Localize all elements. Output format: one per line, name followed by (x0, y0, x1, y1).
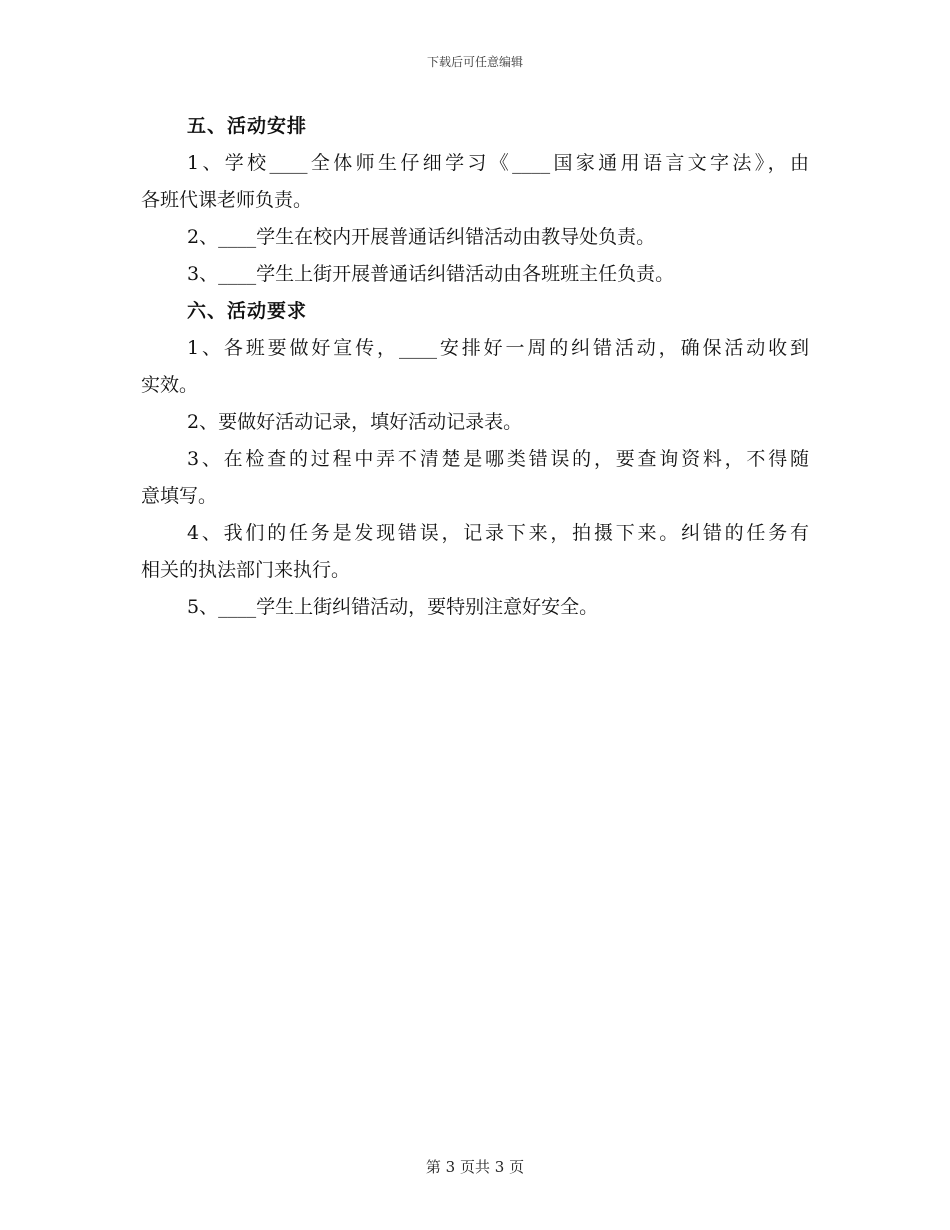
paragraph-line: 5、____学生上街纠错活动，要特别注意好安全。 (187, 596, 599, 618)
page-header: 下载后可任意编辑 (426, 55, 523, 69)
list-item (141, 515, 809, 589)
paragraph-line: 3、在检查的过程中弄不清楚是哪类错误的，要查询资料，不得随 (187, 448, 809, 470)
paragraph-line: 各班代课老师负责。 (141, 189, 313, 211)
list-item (141, 219, 809, 256)
document-body (141, 108, 809, 626)
section-heading: 六、活动要求 (187, 300, 308, 322)
list-item (141, 589, 809, 626)
list-item (141, 330, 809, 404)
list-item (141, 441, 809, 515)
paragraph-line: 相关的执法部门来执行。 (141, 559, 351, 581)
paragraph-line: 1、学校____全体师生仔细学习《____国家通用语言文字法》，由 (187, 152, 809, 174)
page-footer: 第 3 页共 3 页 (425, 1158, 525, 1176)
paragraph-line: 4、我们的任务是发现错误，记录下来，拍摄下来。纠错的任务有 (187, 522, 809, 544)
paragraph-line: 2、要做好活动记录，填好活动记录表。 (187, 411, 523, 433)
list-item (141, 404, 809, 441)
list-item (141, 145, 809, 219)
paragraph-line: 实效。 (141, 374, 199, 396)
paragraph-line: 1、各班要做好宣传，____安排好一周的纠错活动，确保活动收到 (187, 337, 809, 359)
section-heading: 五、活动安排 (187, 115, 308, 137)
paragraph-line: 3、____学生上街开展普通话纠错活动由各班班主任负责。 (187, 263, 675, 285)
paragraph-line: 意填写。 (141, 485, 218, 507)
list-item (141, 256, 809, 293)
paragraph-line: 2、____学生在校内开展普通话纠错活动由教导处负责。 (187, 226, 656, 248)
